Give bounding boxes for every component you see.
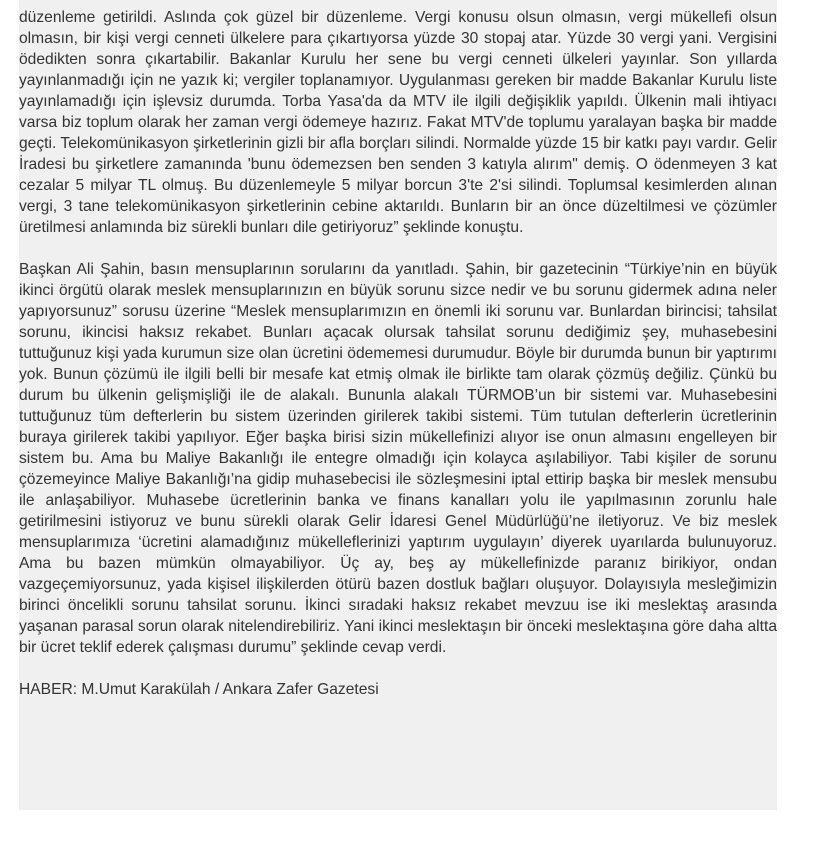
article-paragraph-1: düzenleme getirildi. Aslında çok güzel bir düzenleme. Vergi konusu olsun olmasın, vergi mükellefi olsun olmasın, bir kişi vergi cenneti ülkelere para çıkartıyorsa yüzde 30 stopaj atar. Yüzde 30 vergi yani. Vergisini ödedikten sonra çıkartabilir. Bakanlar Kurulu her sene bu vergi cenneti ülkeleri yayınlar. Son yıllarda yayınlanmadığı için ne yazık ki; vergiler toplanamıyor. Uygulanması gereken bir madde Bakanlar Kurulu liste yayınlamadığı için işlevsiz durumda. Torba Yasa'da da MTV ile ilgili değişiklik yapıldı. Ülkenin mali ihtiyacı varsa biz toplum olarak her zaman vergi ödemeye hazırız. Fakat MTV'de toplumu yaralayan başka bir madde geçti. Telekomünikasyon şirketlerinin gizli bir afla borçları silindi. Normalde yüzde 15 bir katkı payı vardır. Gelir İradesi bu şirketlere zamanında 'bunu ödemezsen ben senden 3 katıyla alırım" demiş. O ödenmeyen 3 kat cezalar 5 milyar TL olmuş. Bu düzenlemeyle 5 milyar borcun 3'te 2'si silindi. Toplumsal kesimlerden alınan vergi, 3 tane telekomünikasyon şirketlerinin cebine aktarıldı. Bunların bir an önce düzeltilmesi ve çözümler üretilmesi anlamında biz sürekli bunları dile getiriyoruz” şeklinde konuştu.	[19, 9, 777, 236]
article-byline: HABER: M.Umut Karakülah / Ankara Zafer Gazetesi	[19, 681, 379, 698]
article-paragraph-2: Başkan Ali Şahin, basın mensuplarının sorularını da yanıtladı. Şahin, bir gazetecinin “Türkiye’nin en büyük ikinci örgütü olarak meslek mensuplarınızın en büyük sorunu sizce nedir ve bu sorunu gidermek adına neler yapıyorsunuz” sorusu üzerine “Meslek mensuplarımızın en önemli iki sorunu var. Bunlardan birincisi; tahsilat sorunu, ikincisi haksız rekabet. Bunları açacak olursak tahsilat sorunu dediğimiz şey, muhasebesini tuttuğunuz kişi yada kurumun size olan ücretini ödememesi durumudur. Böyle bir durumda bunun bir yaptırımı yok. Bunun çözümü ile ilgili belli bir mesafe kat etmiş olmak ile birlikte tam olarak çözmüş değiliz. Çünkü bu durum bu ülkenin gelişmişliği ile de alakalı. Bununla alakalı TÜRMOB’un bir sistemi var. Muhasebesini tuttuğunuz tüm defterlerin bu sistem üzerinden girilerek takibi sistemi. Tüm tutulan defterlerin ücretlerinin buraya girilerek takibi yapılıyor. Eğer başka birisi sizin mükellefinizi alıyor ise onun almasını engelleyen bir sistem bu. Ama bu Maliye Bakanlığı ile entegre olmadığı için kolayca aşılabiliyor. Tabi kişiler de sorunu çözemeyince Maliye Bakanlığı’na gidip muhasebecisi ile sözleşmesini iptal ettirip başka bir meslek mensubu ile anlaşabiliyor. Muhasebe ücretlerinin banka ve finans kanalları yolu ile yapılmasının zorunlu hale getirilmesini istiyoruz ve bunu sürekli olarak Gelir İdaresi Genel Müdürlüğü’ne iletiyoruz. Ve biz meslek mensuplarımıza ‘ücretini alamadığınız mükelleflerinizi yaptırım uygulayın’ diyerek uyarılarda bulunuyoruz. Ama bu bazen mümkün olmayabiliyor. Üç ay, beş ay mükellefinizde paranız birikiyor, ondan vazgeçemiyorsunuz, yada kişisel ilişkilerden ötürü bazen dostluk bağları oluşuyor. Dolayısıyla mesleğimizin birinci öncelikli sorunu tahsilat sorunu. İkinci sıradaki haksız rekabet mevzuu ise iki meslektaş arasında yaşanan parasal sorun olarak nitelendirebiliriz. Yani ikinci meslektaşın bir önceki meslektaşına göre daha altta bir ücret teklif ederek çalışması durumu” şeklinde cevap verdi.	[19, 261, 777, 656]
article-body	[19, 0, 777, 810]
